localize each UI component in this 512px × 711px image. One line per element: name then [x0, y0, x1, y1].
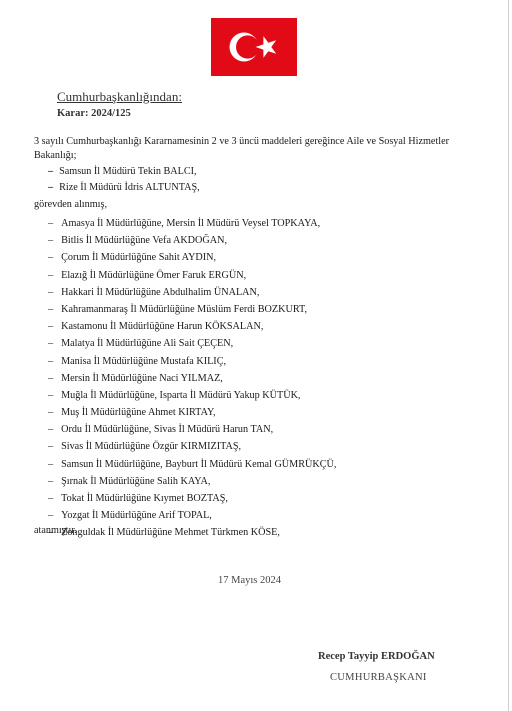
- list-item: – Muğla İl Müdürlüğüne, Isparta İl Müdürü Yakup KÜTÜK,: [48, 387, 336, 404]
- signer-name: Recep Tayyip ERDOĞAN: [318, 651, 435, 662]
- list-item: – Manisa İl Müdürlüğüne Mustafa KILIÇ,: [48, 353, 336, 370]
- list-item: – Mersin İl Müdürlüğüne Naci YILMAZ,: [48, 370, 336, 387]
- list-item: – Tokat İl Müdürlüğüne Kıymet BOZTAŞ,: [48, 490, 336, 507]
- list-item: – Yozgat İl Müdürlüğüne Arif TOPAL,: [48, 507, 336, 524]
- decree-number: Karar: 2024/125: [57, 108, 131, 119]
- list-item: – Şırnak İl Müdürlüğüne Salih KAYA,: [48, 473, 336, 490]
- list-item: – Amasya İl Müdürlüğüne, Mersin İl Müdürü Veysel TOPKAYA,: [48, 215, 336, 232]
- list-item: – Malatya İl Müdürlüğüne Ali Sait ÇEÇEN,: [48, 335, 336, 352]
- list-item: – Kastamonu İl Müdürlüğüne Harun KÖKSALAN,: [48, 318, 336, 335]
- decree-date: 17 Mayıs 2024: [218, 575, 281, 586]
- list-item: – Samsun İl Müdürü Tekin BALCI,: [48, 164, 200, 180]
- appointed-list: [48, 215, 336, 542]
- list-item: – Muş İl Müdürlüğüne Ahmet KIRTAY,: [48, 404, 336, 421]
- list-item: – Ordu İl Müdürlüğüne, Sivas İl Müdürü Harun TAN,: [48, 421, 336, 438]
- list-item: – Samsun İl Müdürlüğüne, Bayburt İl Müdürü Kemal GÜMRÜKÇÜ,: [48, 456, 336, 473]
- list-item: – Çorum İl Müdürlüğüne Sahit AYDIN,: [48, 249, 336, 266]
- removed-list: [48, 164, 200, 196]
- appointed-label: atanmıştır.: [34, 525, 77, 536]
- signer-title: CUMHURBAŞKANI: [330, 672, 427, 683]
- list-item: – Hakkari İl Müdürlüğüne Abdulhalim ÜNALAN,: [48, 284, 336, 301]
- removed-label: görevden alınmış,: [34, 199, 107, 210]
- list-item: – Zonguldak İl Müdürlüğüne Mehmet Türkmen KÖSE,: [48, 524, 336, 541]
- list-item: – Bitlis İl Müdürlüğüne Vefa AKDOĞAN,: [48, 232, 336, 249]
- list-item: – Sivas İl Müdürlüğüne Özgür KIRMIZITAŞ,: [48, 438, 336, 455]
- list-item: – Elazığ İl Müdürlüğüne Ömer Faruk ERGÜN,: [48, 267, 336, 284]
- issuer-title: Cumhurbaşkanlığından:: [57, 89, 182, 104]
- intro-paragraph: 3 sayılı Cumhurbaşkanlığı Kararnamesinin 2 ve 3 üncü maddeleri gereğince Aile ve Sosyal Hizmetler Bakanlığı;: [34, 136, 450, 161]
- list-item: – Rize İl Müdürü İdris ALTUNTAŞ,: [48, 180, 200, 196]
- list-item: – Kahramanmaraş İl Müdürlüğüne Müslüm Ferdi BOZKURT,: [48, 301, 336, 318]
- turkish-flag-icon: [211, 18, 297, 76]
